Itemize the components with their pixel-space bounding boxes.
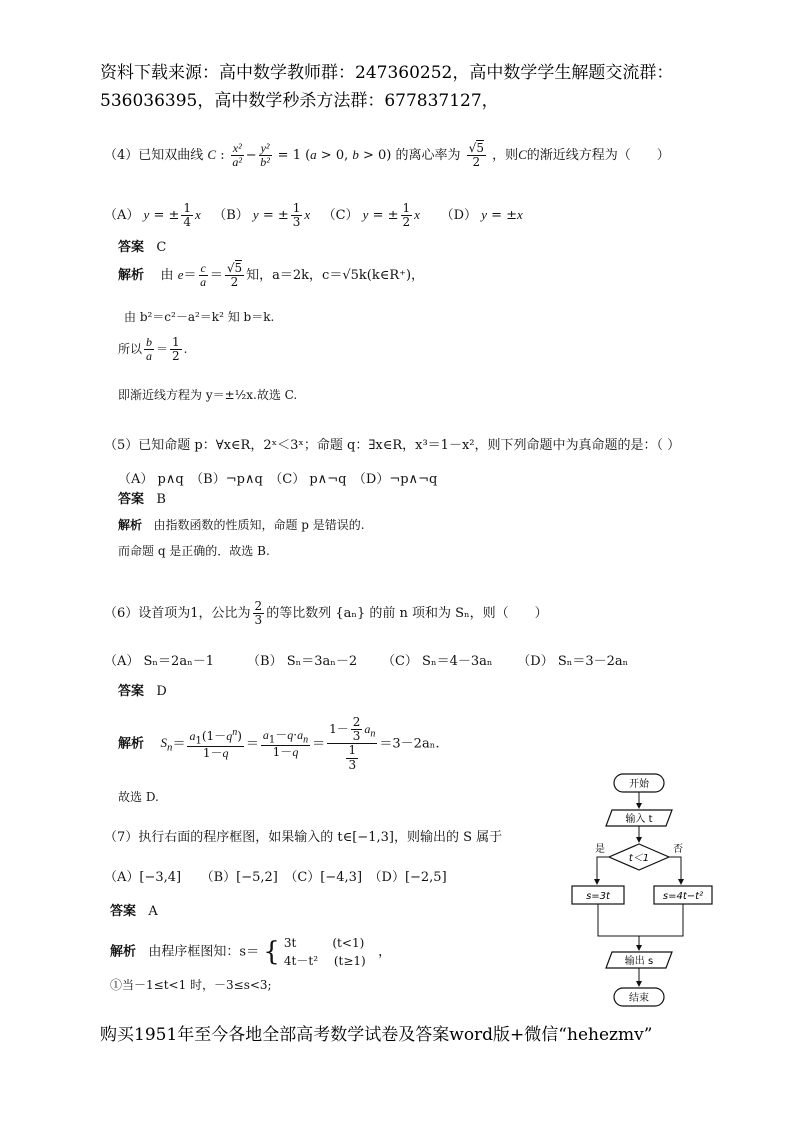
header-line-1: 资料下载来源：高中数学教师群：247360252，高中数学学生解题交流群： <box>100 63 674 83</box>
q5-analysis-1: 解析 由指数函数的性质知，命题 p 是错误的. <box>118 518 365 532</box>
q4-stem: （4）已知双曲线 C : $\frac{\text{x²}}{\text{a²}}$ − $\frac{\text{y²}}{\text{b²}}$ = 1 (a > 0, b > 0) 的离心率为 $\frac{√5}{2}$ ，则C的渐近线方程为（ ） <box>104 141 670 170</box>
flowchart-decision-label: t＜1 <box>628 853 650 864</box>
q6-stem: （6）设首项为1，公比为 $\frac{2}{3}$ 的等比数列 {aₙ} 的前 n 项和为 Sₙ，则（ ） <box>104 599 548 628</box>
flowchart-right-label: s=4t−t² <box>662 891 704 902</box>
q4-analysis-2: 由 b²＝c²－a²＝k² 知 b＝k. <box>124 310 275 324</box>
q6-analysis-end: 故选 D. <box>118 790 159 804</box>
flowchart-left-label: s=3t <box>586 891 610 902</box>
program-flowchart <box>560 770 720 1015</box>
flowchart-no-label: 否 <box>673 844 683 855</box>
header-line-2: 536036395，高中数学秒杀方法群：677837127， <box>100 91 499 111</box>
flowchart-input-label: 输入 t <box>625 814 653 825</box>
q4-options: （A） y = ± $\frac{1}{4}$ x （B） y = ± $\frac{1}{3}$ x （C） y = ± $\frac{1}{2}$ x （D） y = ±x <box>104 201 523 230</box>
q4-analysis-4: 即渐近线方程为 y＝±½x.故选 C. <box>118 388 298 402</box>
q6-answer: 答案 D <box>118 684 167 699</box>
q5-options: （A） p∧q （B）¬p∧q （C） p∧¬q （D）¬p∧¬q <box>118 472 438 487</box>
q5-analysis-2: 而命题 q 是正确的．故选 B. <box>118 544 270 558</box>
q7-options: （A）[−3,4] （B）[−5,2] （C）[−4,3] （D）[−2,5] <box>104 870 447 885</box>
q6-options: （A） Sₙ＝2aₙ－1 （B） Sₙ＝3aₙ－2 （C） Sₙ＝4－3aₙ （D） Sₙ＝3－2aₙ <box>104 654 629 669</box>
q4-analysis-3: 所以 $\frac{b}{a}$ ＝ $\frac{1}{2}$ . <box>118 335 188 364</box>
footer-ad: 购买1951年至今各地全部高考数学试卷及答案word版+微信“hehezmv” <box>100 1025 653 1045</box>
q7-stem: （7）执行右面的程序框图，如果输入的 t∈[−1,3]，则输出的 S 属于 <box>104 830 503 845</box>
q6-analysis: 解析 $S_n=$ $\frac{a_1(1-q^n)}{1-q}$ ＝ $\frac{a_1-q\cdot a_n}{1-q}$ ＝ 1－ $\frac{2}{3}$ $a_n$ $\frac{1}{3}$ ＝3－2aₙ. <box>118 715 440 772</box>
q4-answer: 答案 C <box>118 240 167 255</box>
flowchart-output-label: 输出 s <box>624 956 654 967</box>
q4-analysis-1: 解析 由 e＝ $\frac{c}{a}$ ＝ $\frac{√5}{2}$ 知，a＝2k，c＝√5k(k∈R⁺)， <box>118 261 425 290</box>
q7-answer: 答案 A <box>110 904 158 919</box>
flowchart-yes-label: 是 <box>595 844 605 855</box>
q7-analysis: 解析 由程序框图知：s＝ { 3t (t<1) 4t－t² (t≥1) ， <box>110 936 392 968</box>
flowchart-end-label: 结束 <box>629 993 649 1004</box>
q7-analysis-2: ①当－1≤t<1 时，－3≤s<3; <box>110 978 272 992</box>
q5-stem: （5）已知命题 p：∀x∈R，2ˣ＜3ˣ；命题 q：∃x∈R，x³＝1－x²，则下列命题中为真命题的是：（ ） <box>104 438 681 453</box>
q5-answer: 答案 B <box>118 492 166 507</box>
flowchart-start-label: 开始 <box>629 779 649 790</box>
